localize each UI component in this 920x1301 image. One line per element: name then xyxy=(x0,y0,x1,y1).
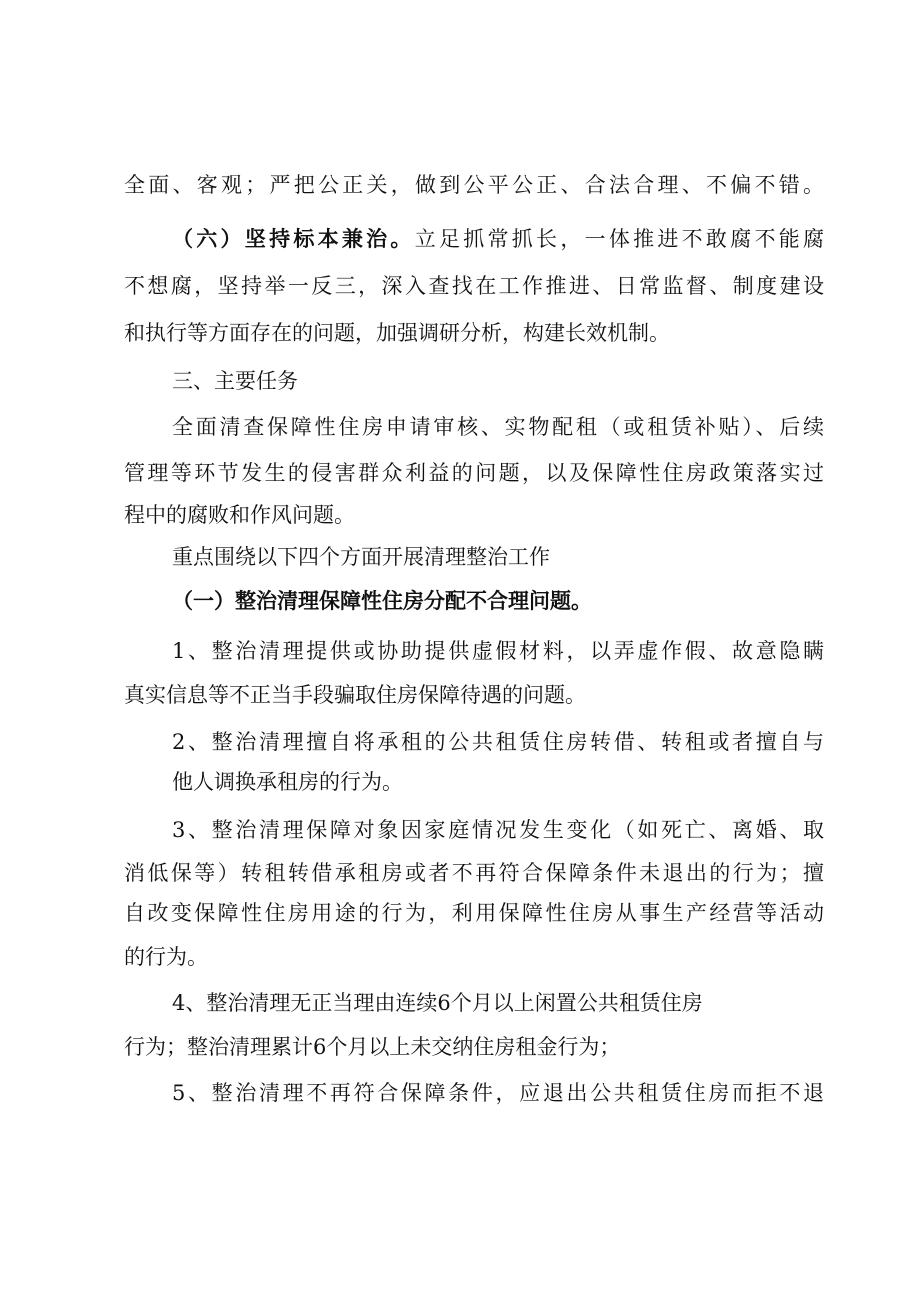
item-4-line-2: 行为；整治清理累计6个月以上未交纳住房租金行为； xyxy=(124,1035,621,1059)
tasks-intro-line-3: 程中的腐败和作风问题。 xyxy=(124,503,355,527)
paragraph-line: 全面、客观；严把公正关，做到公平公正、合法合理、不偏不错。 xyxy=(124,173,824,197)
item-1-line-2: 真实信息等不正当手段骗取住房保障待遇的问题。 xyxy=(124,683,586,707)
item-2-line-1: 2、整治清理擅自将承租的公共租赁住房转借、转租或者擅自与 xyxy=(172,730,824,754)
section-3-title: 三、主要任务 xyxy=(172,369,298,393)
tasks-intro-line-2: 管理等环节发生的侵害群众利益的问题，以及保障性住房政策落实过 xyxy=(124,461,824,485)
item-2-line-2: 他人调换承租房的行为。 xyxy=(172,770,403,794)
item-1-line-1: 1、整治清理提供或协助提供虚假材料，以弄虚作假、故意隐瞒 xyxy=(172,639,824,663)
item-3-line-1: 3、整治清理保障对象因家庭情况发生变化（如死亡、离婚、取 xyxy=(172,818,824,842)
focus-line: 重点围绕以下四个方面开展清理整治工作 xyxy=(172,545,550,569)
item-3-line-2: 消低保等）转租转借承租房或者不再符合保障条件未退出的行为；擅 xyxy=(124,861,824,885)
paragraph-6-line-3: 和执行等方面存在的问题，加强调研分析，构建长效机制。 xyxy=(124,321,670,345)
item-3-line-3: 自改变保障性住房用途的行为，利用保障性住房从事生产经营等活动 xyxy=(124,901,824,925)
item-4-line-1: 4、整治清理无正当理由连续6个月以上闲置公共租赁住房 xyxy=(172,991,703,1015)
item-3-line-4: 的行为。 xyxy=(124,945,208,969)
paragraph-6-line-2: 不想腐，坚持举一反三，深入查找在工作推进、日常监督、制度建设 xyxy=(124,274,824,298)
item-5-line-1: 5、整治清理不再符合保障条件，应退出公共租赁住房而拒不退 xyxy=(172,1081,824,1105)
paragraph-6-heading: （六）坚持标本兼治。 xyxy=(172,226,415,251)
paragraph-6-text: 立足抓常抓长，一体推进不敢腐不能腐 xyxy=(414,227,825,251)
subsection-1-heading: （一）整治清理保障性住房分配不合理问题。 xyxy=(172,588,592,613)
tasks-intro-line-1: 全面清查保障性住房申请审核、实物配租（或租赁补贴）、后续 xyxy=(172,415,824,439)
paragraph-6-line-1 xyxy=(172,224,824,254)
